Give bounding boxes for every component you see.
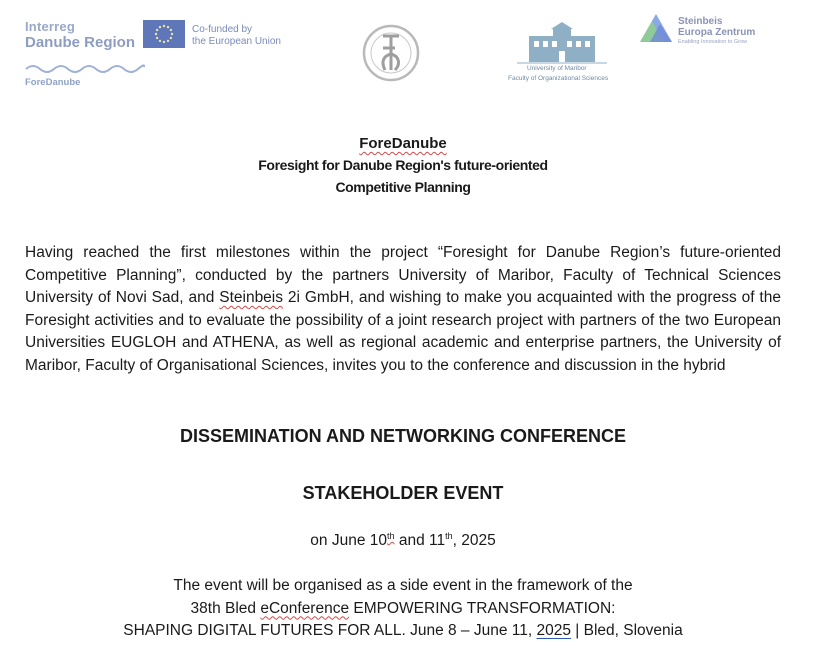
- side-event-line3: [0, 620, 806, 643]
- project-name: ForeDanube: [359, 135, 447, 152]
- steinbeis-word: Steinbeis: [219, 289, 283, 306]
- date-ordinal-2: th: [445, 531, 453, 541]
- invitation-paragraph: [25, 242, 781, 377]
- side-event-line1: The event will be organised as a side event in the framework of the: [173, 577, 633, 594]
- steinbeis-logo-line1: Steinbeis: [678, 16, 723, 27]
- side-event-line2: [0, 598, 806, 621]
- date-ordinal-1: th: [387, 531, 395, 541]
- foredanube-logo: [25, 60, 145, 88]
- steinbeis-logo-line2: Europa Zentrum: [678, 27, 756, 38]
- eu-cofunded-text: [192, 24, 281, 48]
- line2-part1: 38th Bled: [190, 599, 261, 617]
- steinbeis-logo: [638, 12, 756, 49]
- interreg-logo: [25, 20, 145, 52]
- side-event-info: [0, 575, 806, 643]
- university-building-icon: [503, 22, 621, 64]
- line3-part2: | Bled, Slovenia: [570, 622, 683, 639]
- date-middle: and 11: [394, 532, 446, 550]
- conference-title: DISSEMINATION AND NETWORKING CONFERENCE: [179, 426, 626, 446]
- eu-cofunded-line2: the European Union: [192, 36, 281, 47]
- document-title: [0, 134, 806, 198]
- eu-flag-icon: [143, 20, 185, 48]
- line3-part1: SHAPING DIGITAL FUTURES FOR ALL. June 8 – June 11,: [123, 622, 537, 639]
- econference-word: eConference: [260, 599, 350, 617]
- interreg-logo-line2: Danube Region: [25, 34, 136, 51]
- date-suffix: , 2025: [452, 532, 496, 550]
- line2-part2: EMPOWERING TRANSFORMATION:: [349, 599, 616, 617]
- project-subtitle-line2: Competitive Planning: [335, 179, 471, 195]
- maribor-logo-line2: Faculty of Organizational Sciences: [508, 75, 609, 82]
- steinbeis-logo-tagline: Enabling Innovation to Grow: [678, 39, 748, 45]
- intro-text-part2: 2i GmbH, and wishing to make you acquainted with the progress of the Foresight activities and to evaluate the possibility of a joint research project with partners of the two European Universities EUGLOH and ATHENA, as well as regional academic and enterprise partners, the University of Maribor, Faculty of Organisational Sciences, invites you to the conference and discussion in the hybrid: [25, 289, 781, 374]
- event-date: [0, 531, 806, 550]
- wave-icon: [25, 60, 145, 76]
- ftn-seal-icon: [361, 22, 421, 84]
- eu-cofunded-line1: Co-funded by: [192, 24, 253, 35]
- event-title: STAKEHOLDER EVENT: [302, 483, 504, 503]
- novi-sad-ftn-logo: [361, 22, 421, 89]
- university-of-maribor-logo: [503, 22, 621, 82]
- steinbeis-triangle-icon: [638, 12, 674, 44]
- year-link[interactable]: 2025: [536, 622, 571, 639]
- intro-text-part1: Having reached the first milestones within the project “Foresight for Danube Region’s future-oriented Competitive Planning”, conducted by the partners University of Maribor, Faculty of Technical Sciences University of Novi Sad, and: [25, 244, 781, 306]
- date-prefix: on June 10: [310, 532, 387, 550]
- interreg-logo-line1: Interreg: [25, 19, 76, 34]
- maribor-logo-line1: University of Maribor: [527, 65, 587, 72]
- foredanube-logo-text: ForeDanube: [25, 77, 81, 88]
- project-subtitle-line1: Foresight for Danube Region's future-oriented: [258, 157, 548, 173]
